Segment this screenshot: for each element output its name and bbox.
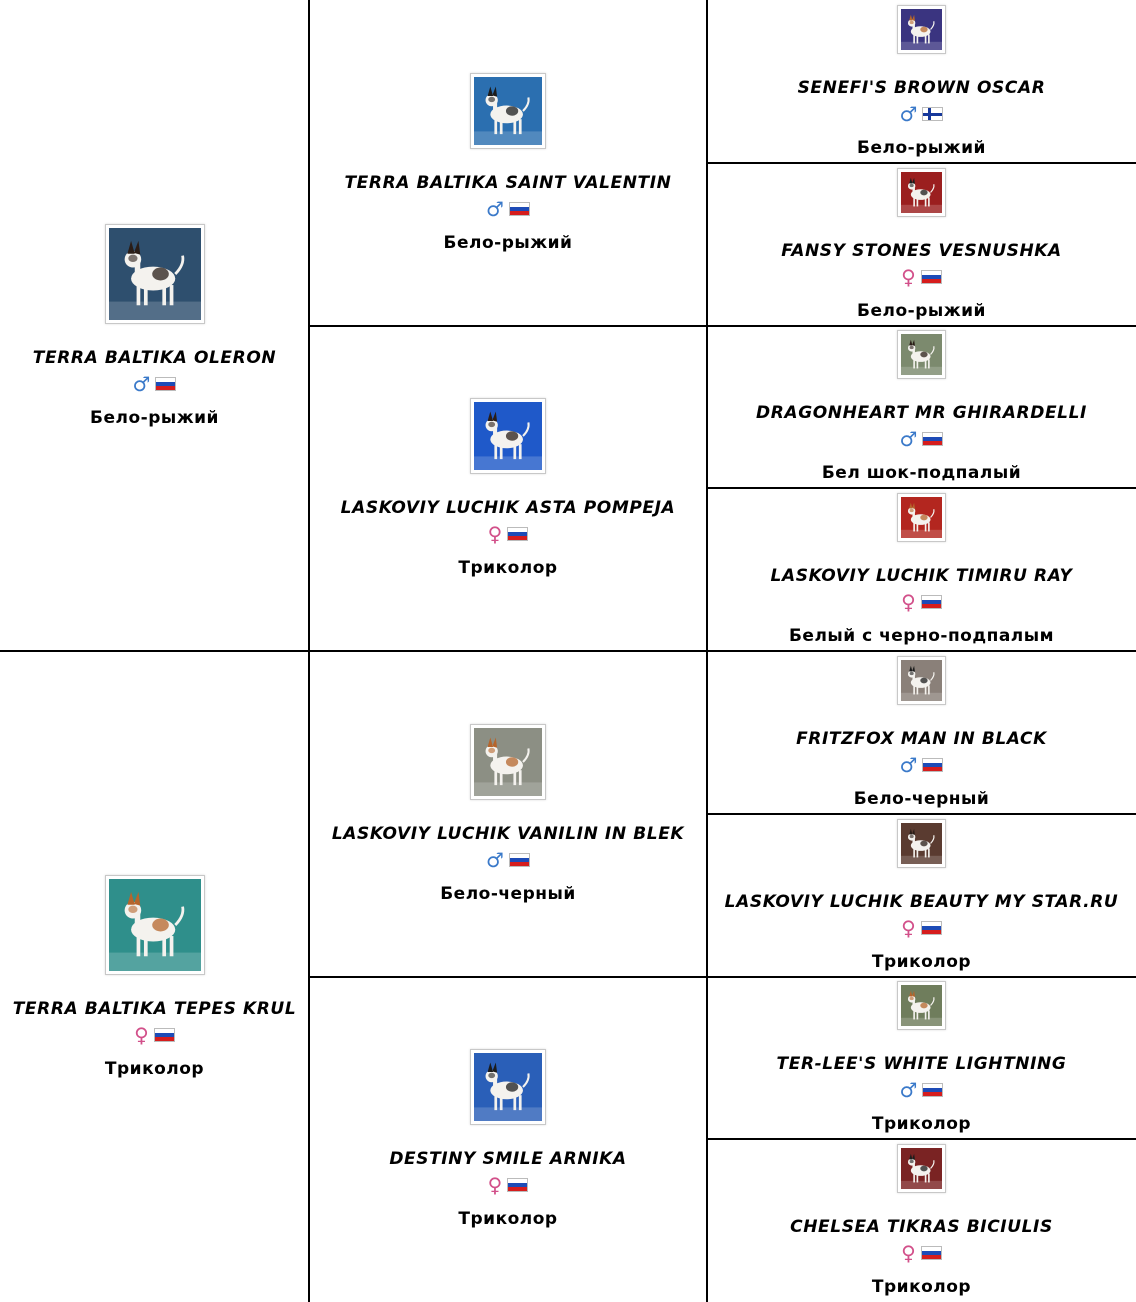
dog-photo-thumbnail[interactable]	[897, 1144, 946, 1193]
coat-color-label: Триколор	[104, 1058, 205, 1079]
dog-name-link[interactable]: FANSY STONES VESNUSHKA	[781, 240, 1062, 261]
dog-photo-thumbnail[interactable]	[470, 724, 546, 800]
dog-name-link[interactable]: TERRA BALTIKA TEPES KRUL	[12, 998, 297, 1019]
coat-color-label: Бело-рыжий	[857, 137, 986, 158]
coat-color-label: Триколор	[871, 1277, 972, 1298]
dog-photo-thumbnail[interactable]	[470, 1049, 546, 1125]
dog-name-link[interactable]: DESTINY SMILE ARNIKA	[389, 1149, 627, 1170]
russia-flag-icon	[921, 595, 942, 609]
russia-flag-icon	[507, 527, 528, 541]
coat-color-label: Бело-рыжий	[857, 300, 986, 321]
pedigree-cell-grandparents	[309, 651, 707, 977]
coat-color-label: Триколор	[871, 951, 972, 972]
dog-photo-thumbnail[interactable]	[105, 875, 205, 975]
female-symbol-icon: ♀	[901, 590, 916, 615]
gender-country-row	[899, 427, 944, 452]
pedigree-cell-parents	[0, 0, 309, 651]
gender-country-row	[901, 1241, 942, 1266]
female-symbol-icon: ♀	[487, 522, 503, 547]
pedigree-cell-great-grandparents	[707, 651, 1136, 814]
russia-flag-icon	[507, 1178, 528, 1192]
gender-country-row	[487, 1173, 529, 1198]
row-divider	[309, 976, 1136, 978]
coat-color-label: Бело-рыжий	[90, 407, 219, 428]
coat-color-label: Триколор	[458, 1209, 558, 1230]
dog-name-link[interactable]: LASKOVIY LUCHIK TIMIRU RAY	[770, 566, 1073, 587]
gender-country-row	[899, 101, 944, 126]
coat-color-label: Бело-рыжий	[443, 232, 573, 253]
coat-color-label: Белый с черно-подпалым	[788, 626, 1055, 647]
pedigree-cell-great-grandparents	[707, 814, 1136, 977]
russia-flag-icon	[922, 1083, 943, 1097]
gender-country-row	[901, 590, 942, 615]
dog-name-link[interactable]: LASKOVIY LUCHIK ASTA POMPEJA	[340, 498, 676, 519]
russia-flag-icon	[921, 1246, 942, 1260]
russia-flag-icon	[921, 270, 942, 284]
male-symbol-icon: ♂	[486, 196, 504, 221]
male-symbol-icon: ♂	[899, 101, 918, 126]
dog-photo-thumbnail[interactable]	[470, 73, 546, 149]
gender-country-row	[899, 1078, 944, 1103]
female-symbol-icon: ♀	[134, 1022, 149, 1047]
female-symbol-icon: ♀	[901, 264, 916, 289]
pedigree-cell-great-grandparents	[707, 163, 1136, 326]
gender-country-row	[901, 264, 942, 289]
row-divider	[309, 325, 1136, 327]
dog-photo-thumbnail[interactable]	[897, 819, 946, 868]
pedigree-cell-grandparents	[309, 977, 707, 1302]
male-symbol-icon: ♂	[899, 427, 918, 452]
dog-name-link[interactable]: SENEFI'S BROWN OSCAR	[797, 77, 1046, 98]
gender-country-row	[901, 915, 942, 940]
coat-color-label: Бело-черный	[440, 883, 576, 904]
dog-photo-thumbnail[interactable]	[897, 330, 946, 379]
female-symbol-icon: ♀	[901, 915, 916, 940]
gender-country-row	[486, 847, 530, 872]
dog-photo-thumbnail[interactable]	[897, 5, 946, 54]
male-symbol-icon: ♂	[132, 371, 151, 396]
row-divider	[707, 487, 1136, 489]
male-symbol-icon: ♂	[899, 1078, 918, 1103]
coat-color-label: Бел шок-подпалый	[821, 463, 1022, 484]
dog-name-link[interactable]: FRITZFOX MAN IN BLACK	[796, 728, 1047, 749]
gender-country-row	[487, 522, 529, 547]
female-symbol-icon: ♀	[901, 1241, 916, 1266]
dog-name-link[interactable]: CHELSEA TIKRAS BICIULIS	[790, 1217, 1053, 1238]
coat-color-label: Триколор	[458, 558, 558, 579]
dog-photo-thumbnail[interactable]	[897, 656, 946, 705]
pedigree-cell-great-grandparents	[707, 0, 1136, 163]
female-symbol-icon: ♀	[487, 1173, 503, 1198]
russia-flag-icon	[155, 377, 176, 391]
russia-flag-icon	[509, 202, 530, 216]
row-divider	[707, 1138, 1136, 1140]
dog-photo-thumbnail[interactable]	[105, 224, 205, 324]
row-divider	[707, 813, 1136, 815]
pedigree-cell-grandparents	[309, 326, 707, 652]
dog-name-link[interactable]: LASKOVIY LUCHIK BEAUTY MY STAR.RU	[724, 891, 1119, 912]
dog-name-link[interactable]: TERRA BALTIKA OLERON	[32, 347, 277, 368]
pedigree-cell-great-grandparents	[707, 1139, 1136, 1302]
dog-photo-thumbnail[interactable]	[897, 168, 946, 217]
pedigree-cell-parents	[0, 651, 309, 1302]
male-symbol-icon: ♂	[486, 847, 504, 872]
gender-country-row	[486, 196, 530, 221]
russia-flag-icon	[509, 853, 530, 867]
coat-color-label: Триколор	[871, 1114, 972, 1135]
dog-photo-thumbnail[interactable]	[470, 398, 546, 474]
row-divider	[707, 162, 1136, 164]
pedigree-cell-great-grandparents	[707, 488, 1136, 651]
dog-name-link[interactable]: LASKOVIY LUCHIK VANILIN IN BLEK	[331, 823, 685, 844]
dog-name-link[interactable]: DRAGONHEART MR GHIRARDELLI	[756, 403, 1087, 424]
gender-country-row	[134, 1022, 175, 1047]
gender-country-row	[132, 371, 177, 396]
row-divider	[0, 650, 1136, 652]
dog-photo-thumbnail[interactable]	[897, 493, 946, 542]
pedigree-cell-grandparents	[309, 0, 707, 326]
finland-flag-icon	[922, 107, 943, 121]
russia-flag-icon	[922, 432, 943, 446]
dog-name-link[interactable]: TER-LEE'S WHITE LIGHTNING	[776, 1054, 1067, 1075]
male-symbol-icon: ♂	[899, 752, 918, 777]
gender-country-row	[899, 752, 944, 777]
dog-name-link[interactable]: TERRA BALTIKA SAINT VALENTIN	[344, 172, 672, 193]
russia-flag-icon	[154, 1028, 175, 1042]
russia-flag-icon	[922, 758, 943, 772]
dog-photo-thumbnail[interactable]	[897, 981, 946, 1030]
russia-flag-icon	[921, 921, 942, 935]
pedigree-cell-great-grandparents	[707, 977, 1136, 1140]
coat-color-label: Бело-черный	[853, 788, 990, 809]
pedigree-cell-great-grandparents	[707, 326, 1136, 489]
